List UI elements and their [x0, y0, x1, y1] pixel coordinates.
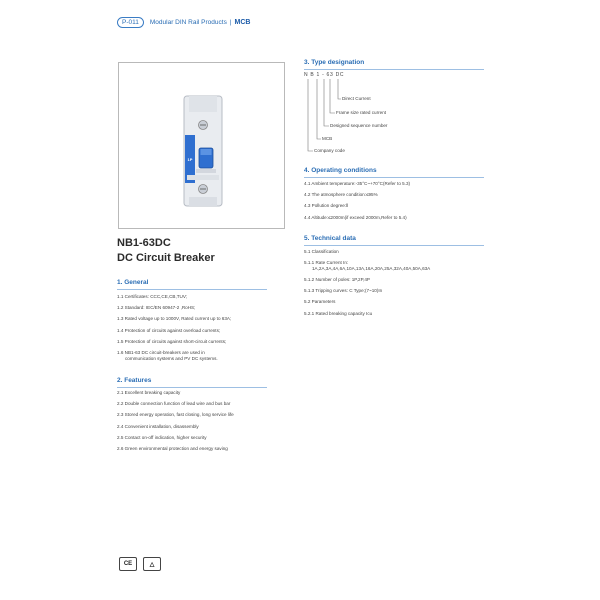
general-item-continued: communication systems and PV DC systems.	[125, 355, 218, 361]
product-title-block	[117, 236, 215, 266]
features-list	[117, 390, 287, 457]
general-heading: 1. General	[117, 279, 149, 286]
technical-item: 5.1.3 Tripping curves: C Type;(7~10)In	[304, 288, 383, 294]
feature-item: 2.1 Excellent breaking capacity	[117, 390, 181, 395]
general-item: 1.5 Protection of circuits against short-circuit currents;	[117, 338, 227, 344]
technical-divider	[304, 245, 484, 246]
designation-label-sequence: Designed sequence number	[330, 123, 388, 128]
features-heading: 2. Features	[117, 377, 152, 384]
type-designation-divider	[304, 69, 484, 70]
feature-item: 2.3 Stored energy operation, fast closing, long service life	[117, 412, 234, 418]
operating-item: 4.2 The atmosphere condition:≤95%	[304, 192, 378, 198]
header-separator: |	[229, 19, 232, 26]
operating-item: 4.4 Altitude:≤2000m(if exceed 2000m,Refer to 5.4)	[304, 214, 407, 220]
subcategory-text: MCB	[234, 19, 251, 26]
ce-mark-icon: CE	[119, 557, 137, 571]
rated-current-values: 1A,2A,3A,4A,6A,10A,13A,16A,20A,25A,32A,40A,50A,63A	[312, 265, 431, 271]
certification-badges	[119, 557, 161, 571]
category-text: Modular DIN Rail Products	[149, 19, 227, 26]
type-designation-heading: 3. Type designation	[304, 59, 365, 66]
feature-item: 2.2 Double connection function of lead wire and bus bar	[117, 401, 231, 407]
general-item: 1.1 Certificates: CCC,CE,CB,TUV;	[117, 294, 188, 299]
general-item: 1.2 Standard: IEC/EN 60947-2 ,RoHS;	[117, 305, 196, 311]
designation-label-company: Company code	[314, 148, 345, 153]
general-divider	[117, 289, 267, 290]
technical-item: 5.2.1 Rated breaking capacity Icu	[304, 310, 373, 316]
type-designation-diagram	[304, 72, 424, 157]
technical-list	[304, 249, 504, 322]
triangle-mark-icon: △	[143, 557, 161, 571]
operating-divider	[304, 177, 484, 178]
circuit-breaker-image	[119, 63, 284, 228]
technical-item: 5.1.1 Rate Current In:	[304, 260, 349, 266]
technical-item: 5.1 Classification	[304, 249, 339, 254]
product-model: NB1-63DC	[117, 237, 171, 249]
technical-item: 5.1.2 Number of poles: 1P,2P,4P	[304, 276, 370, 282]
operating-item: 4.3 Pollution degree:Ⅱ	[304, 203, 349, 209]
feature-item: 2.6 Green environmental protection and energy saving	[117, 445, 228, 451]
technical-item: 5.2 Parameters	[304, 299, 336, 305]
feature-item: 2.4 Convenient installation, disassembly	[117, 423, 199, 429]
device-label: 1P	[187, 157, 193, 162]
feature-item: 2.5 Contact on-off indication, higher security	[117, 434, 207, 440]
product-image-frame	[118, 62, 285, 229]
operating-heading: 4. Operating conditions	[304, 167, 377, 174]
designation-label-frame: Frame size rated current	[336, 110, 387, 115]
page-header	[117, 17, 250, 28]
designation-label-mcb: MCB	[322, 136, 333, 141]
general-item: 1.6 NB1-63 DC circuit-breakers are used in	[117, 349, 205, 355]
general-item: 1.3 Rated voltage up to 1000V, Rated current up to 63A;	[117, 316, 232, 322]
general-list	[117, 294, 287, 367]
page-code-badge: P-011	[117, 17, 144, 28]
features-divider	[117, 387, 267, 388]
type-code: N B 1 - 63 DC	[304, 72, 345, 78]
general-item: 1.4 Protection of circuits against overload currents;	[117, 327, 221, 333]
designation-label-dc: Direct Current	[342, 96, 371, 101]
technical-heading: 5. Technical data	[304, 235, 356, 242]
product-name: DC Circuit Breaker	[117, 252, 215, 264]
operating-list	[304, 181, 494, 226]
operating-item: 4.1 Ambient temperature:-35°C~+70°C(Refer to 5.3)	[304, 181, 411, 186]
